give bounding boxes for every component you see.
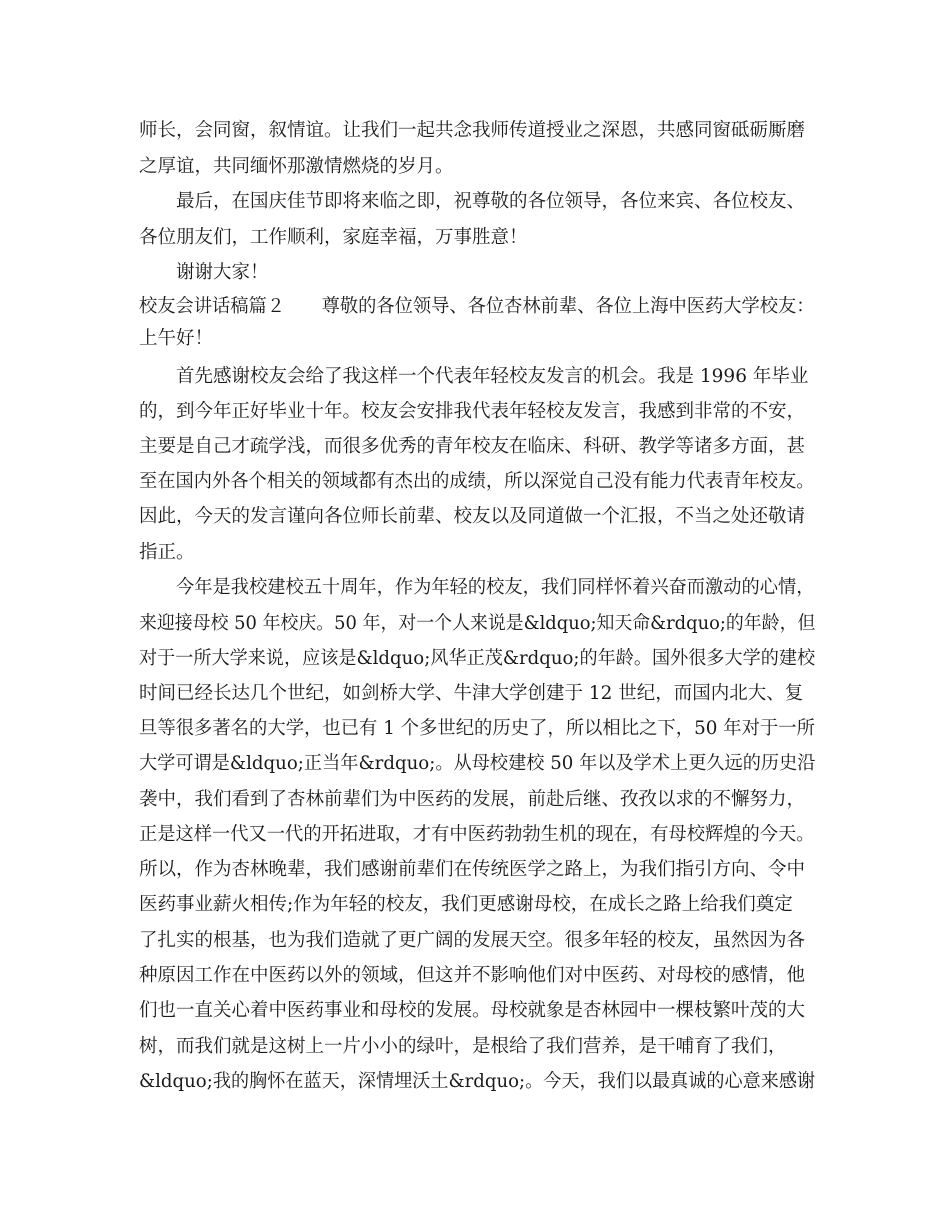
text-line: 对于一所大学来说，应该是&ldquo;风华正茂&rdquo;的年龄。国外很多大学的建校	[139, 648, 816, 669]
text-line: 指正。	[139, 542, 195, 563]
text-line: 上午好！	[139, 328, 214, 349]
text-line: 袭中，我们看到了杏林前辈们为中医药的发展，前赴后继、孜孜以求的不懈努力，	[139, 789, 806, 810]
text-line: 旦等很多著名的大学，也已有 1 个多世纪的历史了，所以相比之下，50 年对于一所	[139, 718, 815, 739]
text-line: 师长，会同窗，叙情谊。让我们一起共念我师传道授业之深恩，共感同窗砥砺厮磨	[139, 120, 806, 141]
text-line: 的，到今年正好毕业十年。校友会安排我代表年轻校友发言，我感到非常的不安，	[139, 401, 806, 422]
text-line: 至在国内外各个相关的领域都有杰出的成绩，所以深觉自己没有能力代表青年校友。	[139, 471, 815, 492]
text-line: 大学可谓是&ldquo;正当年&rdquo;。从母校建校 50 年以及学术上更久远的历史沿	[139, 753, 816, 774]
text-line: &ldquo;我的胸怀在蓝天，深情埋沃土&rdquo;。今天，我们以最真诚的心意来感谢	[139, 1071, 816, 1092]
text-line: 来迎接母校 50 年校庆。50 年，对一个人来说是&ldquo;知天命&rdquo;的年龄，但	[139, 613, 816, 634]
text-line: 树，而我们就是这树上一片小小的绿叶，是根给了我们营养，是干哺育了我们，	[139, 1036, 787, 1057]
text-line: 因此，今天的发言谨向各位师长前辈、校友以及同道做一个汇报，不当之处还敬请	[139, 506, 806, 527]
text-line: 谢谢大家！	[176, 262, 269, 283]
text-line: 种原因工作在中医药以外的领域，但这并不影响他们对中医药、对母校的感情，他	[139, 965, 806, 986]
text-line: 主要是自己才疏学浅，而很多优秀的青年校友在临床、科研、教学等诸多方面，甚	[139, 436, 806, 457]
text-line: 医药事业薪火相传;作为年轻的校友，我们更感谢母校，在成长之路上给我们奠定	[139, 894, 793, 915]
text-line: 首先感谢校友会给了我这样一个代表年轻校友发言的机会。我是 1996 年毕业	[176, 366, 809, 387]
section-heading-line: 校友会讲话稿篇２ 尊敬的各位领导、各位杏林前辈、各位上海中医药大学校友：	[139, 296, 815, 317]
text-line: 了扎实的根基，也为我们造就了更广阔的发展天空。很多年轻的校友，虽然因为各	[139, 930, 806, 951]
text-line: 之厚谊，共同缅怀那激情燃烧的岁月。	[139, 156, 454, 177]
text-line: 所以，作为杏林晚辈，我们感谢前辈们在传统医学之路上，为我们指引方向、令中	[139, 859, 806, 880]
text-line: 们也一直关心着中医药事业和母校的发展。母校就象是杏林园中一棵枝繁叶茂的大	[139, 1000, 806, 1021]
text-line: 各位朋友们，工作顺利，家庭幸福，万事胜意！	[139, 227, 528, 248]
text-line: 时间已经长达几个世纪，如剑桥大学、牛津大学创建于 12 世纪，而国内北大、复	[139, 683, 804, 704]
text-line: 今年是我校建校五十周年，作为年轻的校友，我们同样怀着兴奋而激动的心情，	[176, 577, 815, 598]
text-line: 最后，在国庆佳节即将来临之即，祝尊敬的各位领导，各位来宾、各位校友、	[176, 191, 806, 212]
text-line: 正是这样一代又一代的开拓进取，才有中医药勃勃生机的现在，有母校辉煌的今天。	[139, 824, 815, 845]
